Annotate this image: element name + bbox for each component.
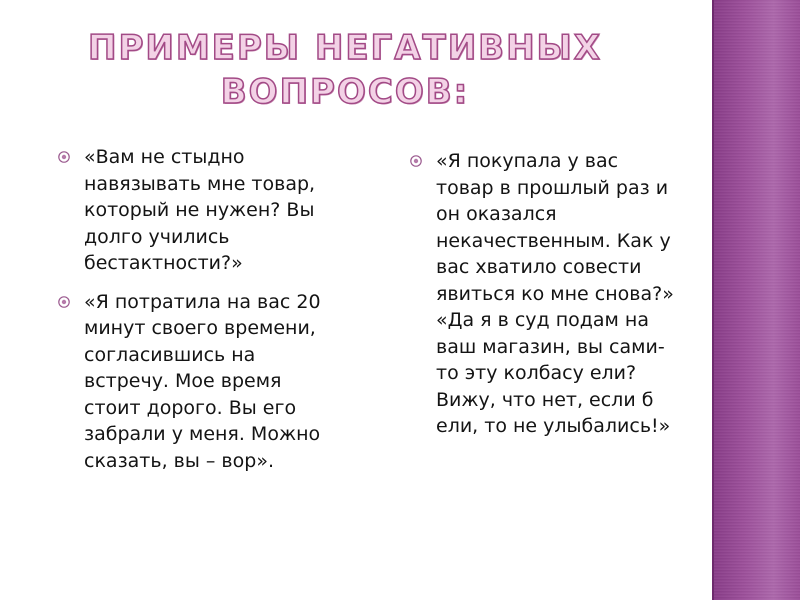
side-bar-edge — [712, 0, 714, 600]
decorative-side-bar — [712, 0, 800, 600]
list-item — [58, 289, 368, 475]
left-column — [58, 144, 368, 486]
target-bullet-icon — [410, 155, 422, 167]
list-item — [410, 148, 710, 440]
bullet-text: «Я покупала у вас товар в прошлый раз и он оказался некачественным. Как у вас хватило совести явиться ко мне снова?» «Да я в суд подам на ваш магазин, вы сами- то эту колбасу ели? Вижу, что нет, если б ели, то не улыбались!» — [436, 150, 674, 437]
title-line-1: ПРИМЕРЫ НЕГАТИВНЫХ — [88, 28, 602, 68]
list-item — [58, 144, 368, 277]
bullet-text: «Я потратила на вас 20 минут своего времени, согласившись на встречу. Мое время стоит дорого. Вы его забрали у меня. Можно сказать, вы – вор». — [84, 290, 321, 472]
target-bullet-icon — [58, 151, 70, 163]
right-column — [410, 148, 710, 452]
title-line-2: ВОПРОСОВ: — [220, 72, 470, 112]
slide-title — [80, 26, 610, 114]
bullet-text: «Вам не стыдно навязывать мне товар, который не нужен? Вы долго учились бестактности?» — [84, 146, 316, 274]
target-bullet-icon — [58, 296, 70, 308]
